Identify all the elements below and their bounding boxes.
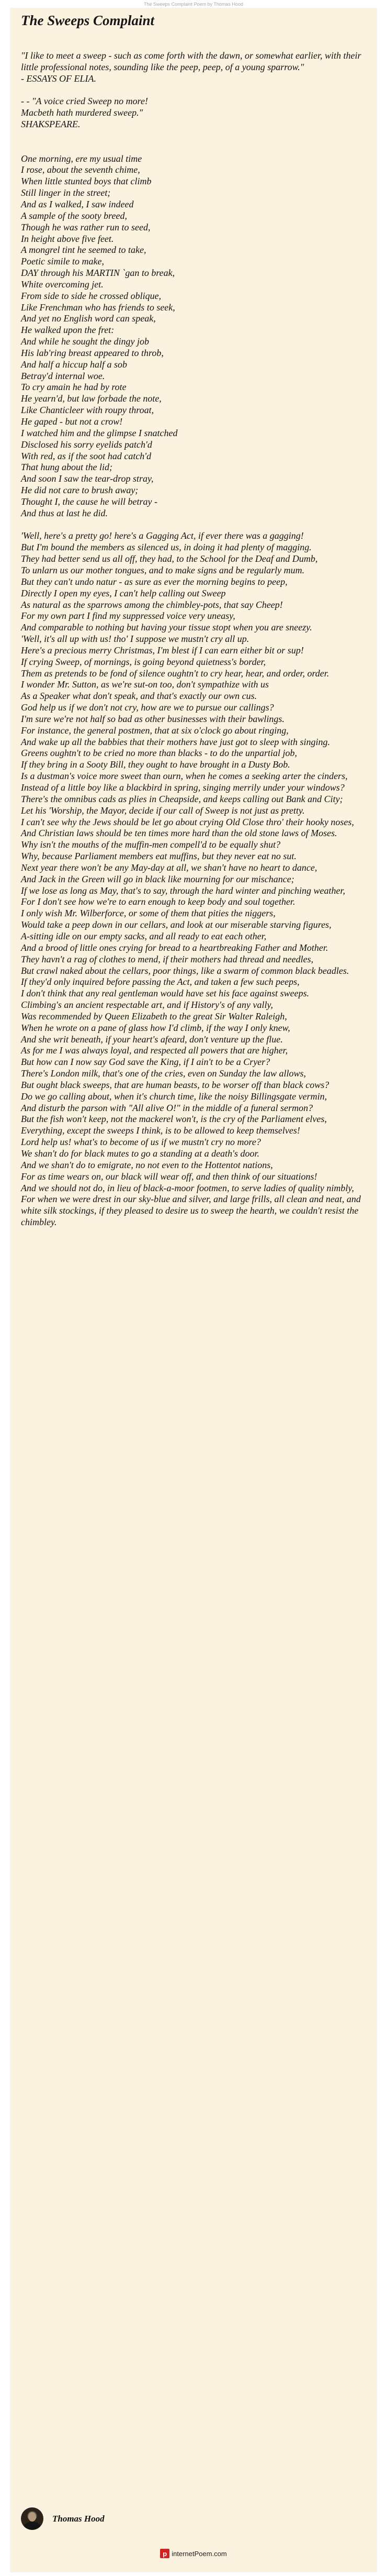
poem-line: He walked upon the fret:: [21, 325, 115, 336]
poem-line: - - "A voice cried Sweep no more!: [21, 96, 148, 107]
poem-line: In height above five feet.: [21, 233, 114, 244]
poem-line: And comparable to nothing but having your tissue stopt when you are sneezy.: [21, 622, 312, 633]
poem-line: For when we were drest in our sky-blue and silver, and large frills, all clean and neat, and white silk stockings, if they pleased to desire us to sweep the hearth, we couldn't resist the chimbley.: [21, 1194, 361, 1228]
author-portrait-icon[interactable]: [21, 2507, 43, 2530]
poem-line: And soon I saw the tear-drop stray,: [21, 473, 154, 484]
poem-line: When little stunted boys that climb: [21, 176, 152, 187]
poem-line: A mongrel tint he seemed to take,: [21, 245, 146, 256]
poem-line: Would take a peep down in our cellars, and look at our miserable starving figures,: [21, 919, 332, 930]
stanza-break: [21, 85, 369, 96]
poem-line: Still linger in the street;: [21, 187, 111, 198]
poem-line: Why isn't the mouths of the muffin-men compell'd to be equally shut?: [21, 839, 281, 850]
poem-line: And wake up all the babbies that their mothers have just got to sleep with singing.: [21, 736, 330, 747]
poem-line: Is a dustman's voice more sweet than ourn, when he comes a seeking arter the cinders,: [21, 771, 348, 782]
poem-line: I rose, about the seventh chime,: [21, 164, 140, 175]
poem-line: I'm sure we're not half so bad as other businesses with their bawlings.: [21, 713, 284, 724]
poem-line: White overcoming jet.: [21, 279, 104, 290]
poem-line: When he wrote on a pane of glass how I'd climb, if the way I only knew,: [21, 1022, 290, 1033]
poem-line: But they can't undo natur - as sure as ever the morning begins to peep,: [21, 576, 288, 587]
poem-line: I watched him and the glimpse I snatched: [21, 427, 178, 438]
poem-line: 'Well, here's a pretty go! here's a Gagging Act, if ever there was a gagging!: [21, 530, 304, 541]
poem-line: Them as pretends to be fond of silence oughtn't to cry hear, hear, and order, order.: [21, 668, 329, 679]
poem-line: That hung about the lid;: [21, 462, 112, 473]
poem-line: And as I walked, I saw indeed: [21, 198, 134, 209]
poem-line: To cry amain he had by rote: [21, 382, 127, 393]
author-row[interactable]: [21, 2507, 105, 2530]
poem-line: If we lose as long as May, that's to say, through the hard winter and pinching weather,: [21, 885, 345, 896]
poem-line: But how can I now say God save the King, if I ain't to be a Cryer?: [21, 1057, 270, 1068]
site-footer[interactable]: [10, 2549, 377, 2558]
poem-line: Though he was rather run to seed,: [21, 221, 151, 232]
poem-line: But crawl naked about the cellars, poor things, like a swarm of common black beadles.: [21, 965, 349, 976]
poem-line: "I like to meet a sweep - such as come forth with the dawn, or somewhat earlier, with their little professional notes, sounding like the peep, peep, of a young sparrow.": [21, 50, 361, 72]
poem-line: Was recommended by Queen Elizabeth to the great Sir Walter Raleigh,: [21, 1011, 287, 1021]
poem-line: - ESSAYS OF ELIA.: [21, 73, 96, 84]
poem-line: Next year there won't be any May-day at all, we shan't have no heart to dance,: [21, 862, 317, 873]
poem-line: As for me I was always loyal, and respected all powers that are higher,: [21, 1045, 288, 1056]
poem-line: I wonder Mr. Sutton, as we're sut-on too, don't sympathize with us: [21, 679, 269, 690]
poem-line: I only wish Mr. Wilberforce, or some of them that pities the niggers,: [21, 908, 276, 919]
stanza-break: [21, 130, 369, 142]
poem-line: Betray'd internal woe.: [21, 370, 105, 381]
author-name[interactable]: Thomas Hood: [52, 2513, 105, 2524]
poem-line: From side to side he crossed oblique,: [21, 290, 162, 301]
poem-line: There's London milk, that's one of the cries, even on Sunday the law allows,: [21, 1068, 306, 1079]
poem-line: 'Well, it's all up with us! tho' I suppose we mustn't cry all up.: [21, 634, 249, 645]
poem-line: Like Frenchman who has friends to seek,: [21, 302, 175, 313]
poem-line: With red, as if the soot had catch'd: [21, 450, 152, 461]
poem-line: And we shan't do to emigrate, no not even to the Hottentot nations,: [21, 1159, 273, 1170]
poem-line: If they'd only inquired before passing the Act, and taken a few such peeps,: [21, 976, 300, 987]
poem-line: And a brood of little ones crying for bread to a heartbreaking Father and Mother.: [21, 942, 328, 953]
tab-title: The Sweeps Complaint Poem by Thomas Hood: [144, 2, 243, 7]
poem-line: And thus at last he did.: [21, 507, 108, 518]
poem-line: Disclosed his sorry eyelids patch'd: [21, 439, 152, 450]
poem-line: Greens oughtn't to be cried no more than blacks - to do the unpartial job,: [21, 748, 297, 759]
poem-line: For as time wears on, our black will wear off, and then think of our situations!: [21, 1171, 317, 1182]
site-name[interactable]: internetPoem.com: [172, 2549, 227, 2558]
poem-line: And Christian laws should be ten times more hard than the old stone laws of Moses.: [21, 828, 337, 839]
poem-line: There's the omnibus cads as plies in Cheapside, and keeps calling out Bank and City;: [21, 793, 343, 804]
poem-line: And half a hiccup half a sob: [21, 359, 127, 370]
poem-line: But the fish won't keep, not the mackerel won't, is the cry of the Parliament elves,: [21, 1114, 327, 1125]
poem-line: He gaped - but not a crow!: [21, 416, 123, 427]
poem-line: His lab'ring breast appeared to throb,: [21, 347, 164, 358]
poem-line: I can't see why the Jews should be let go about crying Old Close thro' their hooky noses,: [21, 816, 354, 827]
site-logo-icon[interactable]: p: [160, 2549, 169, 2558]
poem-line: I don't think that any real gentleman would have set his face against sweeps.: [21, 988, 310, 999]
stanza-break: [21, 519, 369, 531]
poem-line: Thought I, the cause he will betray -: [21, 496, 157, 507]
poem-line: He did not care to brush away;: [21, 485, 139, 496]
poem-line: God help us if we don't not cry, how are we to pursue our callings?: [21, 702, 274, 713]
poem-line: For instance, the general postmen, that at six o'clock go about ringing,: [21, 725, 289, 736]
poem-line: We shan't do for black mutes to go a standing at a death's door.: [21, 1148, 260, 1159]
poem-line: And while he sought the dingy job: [21, 336, 149, 347]
poem-line: And disturb the parson with "All alive O!" in the middle of a funeral sermon?: [21, 1102, 313, 1113]
poem-line: But I'm bound the members as silenced us, in doing it had plenty of magging.: [21, 542, 312, 553]
poem-line: Poetic simile to make,: [21, 256, 104, 267]
poem-line: And we should not do, in lieu of black-a-moor footmen, to serve ladies of quality nimbly,: [21, 1182, 354, 1193]
poem-line: SHAKSPEARE.: [21, 119, 81, 130]
poem-line: Here's a precious merry Christmas, I'm blest if I can earn either bit or sup!: [21, 645, 304, 656]
poem-line: Let his 'Worship, the Mayor, decide if our call of Sweep is not just as pretty.: [21, 805, 305, 816]
poem-line: And Jack in the Green will go in black like mourning for our mischance;: [21, 873, 294, 884]
poem-line: For my own part I find my suppressed voice very uneasy,: [21, 610, 235, 621]
poem-line: A-sitting idle on our empty sacks, and all ready to eat each other,: [21, 930, 267, 941]
poem-line: To unlarn us our mother tongues, and to make signs and be regularly mum.: [21, 564, 305, 575]
poem-line: Everything, except the sweeps I think, is to be allowed to keep themselves!: [21, 1125, 300, 1136]
poem-line: Directly I open my eyes, I can't help calling out Sweep: [21, 587, 226, 598]
poem-line: They havn't a rag of clothes to mend, if their mothers had thread and needles,: [21, 953, 314, 964]
poem-title: The Sweeps Complaint: [21, 13, 155, 28]
poem-card: [10, 8, 377, 2572]
poem-line: Macbeth hath murdered sweep.": [21, 107, 143, 118]
poem-line: A sample of the sooty breed,: [21, 210, 127, 221]
poem-line: Climbing's an ancient respectable art, and if History's of any vally,: [21, 1000, 273, 1011]
poem-line: Do we go calling about, when it's church time, like the noisy Billingsgate vermin,: [21, 1091, 327, 1102]
poem-line: And yet no English word can speak,: [21, 313, 156, 324]
poem-line: Why, because Parliament members eat muffins, but they never eat no sut.: [21, 851, 297, 862]
poem-line: As natural as the sparrows among the chimbley-pots, that say Cheep!: [21, 599, 283, 610]
poem-line: If crying Sweep, of mornings, is going beyond quietness's border,: [21, 656, 266, 667]
poem-body: [21, 50, 369, 1228]
poem-line: If they bring in a Sooty Bill, they ought to have brought in a Dusty Bob.: [21, 759, 290, 770]
poem-line: DAY through his MARTIN `gan to break,: [21, 268, 175, 279]
poem-line: He yearn'd, but law forbade the note,: [21, 393, 162, 404]
poem-line: Like Chanticleer with roupy throat,: [21, 405, 154, 416]
poem-line: And she writ beneath, if your heart's afeard, don't venture up the flue.: [21, 1034, 283, 1045]
poem-line: But ought black sweeps, that are human beasts, to be worser off than black cows?: [21, 1079, 329, 1090]
poem-line: They had better send us all off, they had, to the School for the Deaf and Dumb,: [21, 553, 318, 564]
stanza-break: [21, 142, 369, 153]
poem-line: Instead of a little boy like a blackbird in spring, singing merrily under your windows?: [21, 782, 345, 793]
poem-line: For I don't see how we're to earn enough to keep body and soul together.: [21, 896, 295, 907]
poem-line: Lord help us! what's to become of us if we mustn't cry no more?: [21, 1137, 261, 1148]
poem-line: As a Speaker what don't speak, and that's exactly our own cus.: [21, 691, 257, 702]
poem-line: One morning, ere my usual time: [21, 153, 142, 164]
